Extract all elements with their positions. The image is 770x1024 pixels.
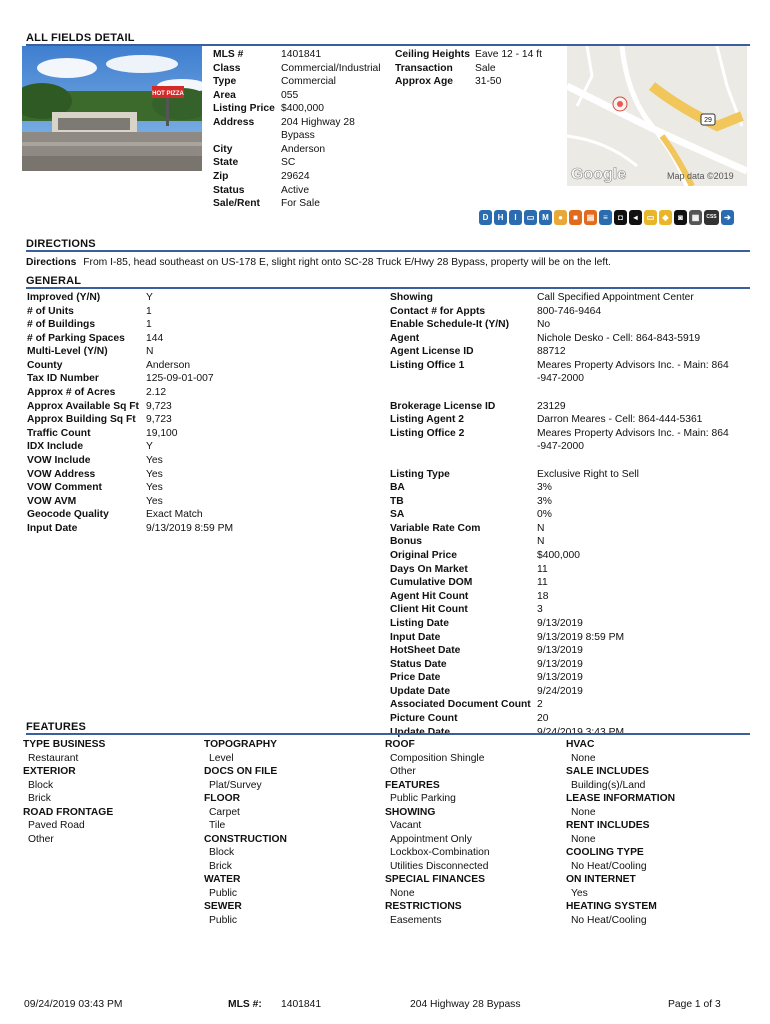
page-title: ALL FIELDS DETAIL	[26, 32, 135, 44]
location-map[interactable]	[567, 46, 747, 186]
field-value: 9/24/2019	[537, 685, 583, 697]
features-column	[204, 738, 384, 927]
field-value: 19,100	[146, 427, 178, 439]
field-label: Approx Available Sq Ft	[27, 400, 139, 412]
field-value: Yes	[146, 482, 163, 494]
feature-heading: ROOF	[385, 739, 415, 750]
field-value: -947-2000	[537, 441, 584, 453]
dots-icon[interactable]: ●	[554, 210, 567, 225]
feature-heading: SPECIAL FINANCES	[385, 874, 485, 885]
field-label: Approx Age	[395, 76, 453, 88]
feature-heading: FEATURES	[385, 779, 440, 791]
field-label: Days On Market	[390, 563, 468, 575]
field-label: Tax ID Number	[27, 373, 99, 385]
field-label: # of Buildings	[27, 319, 96, 331]
field-value: 204 Highway 28	[281, 116, 355, 128]
feature-heading: TYPE BUSINESS	[23, 739, 106, 750]
features-title: FEATURES	[26, 721, 87, 733]
share-icon[interactable]: ➔	[721, 210, 734, 225]
field-value: Darron Meares - Cell: 864-444-5361	[537, 414, 703, 426]
features-column	[385, 738, 565, 927]
field-label: Picture Count	[390, 712, 458, 724]
feature-value: Level	[209, 752, 234, 764]
field-value: Sale	[475, 62, 496, 74]
feature-heading: ROAD FRONTAGE	[23, 806, 114, 818]
feature-value: Block	[209, 847, 235, 858]
field-value: 18	[537, 590, 549, 602]
field-value: SC	[281, 157, 296, 169]
field-label: Transaction	[395, 62, 453, 74]
field-label: Listing Price	[213, 103, 275, 115]
field-value: 9/13/2019	[537, 658, 583, 670]
feature-value: Composition Shingle	[390, 752, 485, 764]
field-value: 20	[537, 712, 549, 724]
feature-heading: TOPOGRAPHY	[204, 739, 278, 750]
field-label: # of Units	[27, 305, 74, 317]
key-icon[interactable]: ◆	[659, 210, 672, 225]
feature-value: Utilities Disconnected	[390, 860, 489, 872]
d-icon[interactable]: D	[479, 210, 492, 225]
footer-datetime: 09/24/2019 03:43 PM	[24, 999, 123, 1010]
field-value: 144	[146, 332, 164, 344]
field-label: Brokerage License ID	[390, 400, 496, 412]
feature-heading: DOCS ON FILE	[204, 766, 278, 777]
feature-value: Block	[28, 779, 54, 791]
footer-page: Page 1 of 3	[668, 999, 721, 1010]
field-value: 3%	[537, 482, 552, 494]
info-icon[interactable]: I	[509, 210, 522, 225]
field-label: Type	[213, 76, 237, 88]
field-label: Cumulative DOM	[390, 577, 473, 589]
sign-text: HOT PIZZA	[152, 91, 184, 97]
feature-heading: RESTRICTIONS	[385, 901, 462, 912]
features-column	[23, 738, 203, 846]
field-label: IDX Include	[27, 441, 84, 453]
feature-value: Lockbox-Combination	[390, 847, 490, 858]
footer-address: 204 Highway 28 Bypass	[410, 999, 521, 1010]
general-title: GENERAL	[26, 275, 82, 287]
gift-icon[interactable]: ■	[569, 210, 582, 225]
field-value: Eave 12 - 14 ft	[475, 49, 542, 60]
field-label: TB	[390, 495, 404, 507]
list-icon[interactable]: ≡	[599, 210, 612, 225]
field-label: MLS #	[213, 49, 244, 60]
feature-value: Appointment Only	[390, 833, 472, 845]
field-label: Class	[213, 62, 241, 74]
property-photo[interactable]	[22, 46, 202, 171]
field-value: N	[537, 536, 545, 548]
field-label: Multi-Level (Y/N)	[27, 346, 108, 358]
feature-value: Easements	[390, 914, 442, 926]
chart-icon[interactable]: ▦	[689, 210, 702, 225]
footer-mls-label: MLS #:	[228, 999, 262, 1010]
field-label: VOW Include	[27, 454, 91, 466]
field-value: N	[146, 346, 154, 358]
field-value: Commercial	[281, 76, 336, 88]
field-label: Geocode Quality	[27, 509, 109, 521]
route-shield: 29	[704, 117, 712, 124]
field-label: Variable Rate Com	[390, 522, 481, 534]
feature-value: No Heat/Cooling	[571, 914, 647, 926]
field-value: Commercial/Industrial	[281, 62, 381, 74]
field-value: 0%	[537, 509, 552, 521]
field-value: Yes	[146, 454, 163, 466]
feature-heading: CONSTRUCTION	[204, 833, 287, 845]
document-icon[interactable]: ▤	[584, 210, 597, 225]
feature-heading: SEWER	[204, 901, 242, 912]
field-value: 9,723	[146, 400, 172, 412]
field-value: 9/13/2019 8:59 PM	[537, 631, 625, 643]
field-label: BA	[390, 482, 405, 494]
field-value: Exact Match	[146, 509, 203, 521]
feature-value: Building(s)/Land	[571, 779, 646, 791]
field-label: Listing Date	[390, 617, 449, 629]
field-value: 11	[537, 563, 548, 575]
field-label: Improved (Y/N)	[27, 292, 101, 303]
feature-value: Brick	[209, 860, 232, 872]
field-value: Y	[146, 292, 153, 303]
field-value: Call Specified Appointment Center	[537, 292, 694, 303]
field-value: 3	[537, 604, 543, 616]
feature-value: Yes	[571, 887, 588, 899]
directions-text: From I-85, head southeast on US-178 E, slight right onto SC-28 Truck E/Hwy 28 Bypass, property will be on the left.	[83, 257, 611, 268]
general-rule	[26, 287, 750, 289]
feature-value: None	[571, 833, 596, 845]
field-label: Listing Agent 2	[390, 414, 464, 426]
css-icon[interactable]: CSS	[704, 210, 719, 225]
field-label: VOW Comment	[27, 482, 102, 494]
field-value: 9/13/2019	[537, 672, 583, 684]
field-value: 29624	[281, 170, 310, 182]
feature-value: No Heat/Cooling	[571, 860, 647, 872]
camera-icon[interactable]: ◘	[614, 210, 627, 225]
features-rule	[26, 733, 750, 735]
field-label: Agent Hit Count	[390, 590, 469, 602]
field-label: City	[213, 143, 233, 155]
field-label: Enable Schedule-It (Y/N)	[390, 319, 510, 331]
field-value: Bypass	[281, 130, 315, 142]
footer-mls-value: 1401841	[281, 999, 322, 1010]
field-value: $400,000	[281, 103, 324, 115]
field-label: Showing	[390, 292, 433, 303]
field-value: N	[537, 522, 545, 534]
feature-heading: LEASE INFORMATION	[566, 793, 676, 804]
field-label: # of Parking Spaces	[27, 332, 125, 344]
feature-value: Other	[390, 766, 416, 777]
feature-value: Other	[28, 833, 54, 845]
field-value: 800-746-9464	[537, 305, 602, 317]
field-label: HotSheet Date	[390, 645, 461, 657]
field-value: 2	[537, 699, 543, 711]
field-label: VOW Address	[27, 468, 96, 480]
field-value: $400,000	[537, 550, 580, 562]
field-label: Contact # for Appts	[390, 305, 486, 317]
feature-value: Carpet	[209, 806, 240, 818]
feature-heading: SALE INCLUDES	[566, 766, 649, 777]
feature-heading: EXTERIOR	[23, 766, 76, 777]
feature-value: Brick	[28, 793, 51, 804]
field-value: 2.12	[146, 387, 167, 399]
feature-heading: RENT INCLUDES	[566, 820, 650, 831]
field-label: Agent License ID	[390, 346, 474, 358]
field-label: Approx Building Sq Ft	[27, 414, 136, 426]
feature-heading: WATER	[204, 874, 241, 885]
field-label: Traffic Count	[27, 427, 91, 439]
field-value: 88712	[537, 346, 566, 358]
field-value: 31-50	[475, 76, 502, 88]
field-value: 9/13/2019 8:59 PM	[146, 522, 234, 534]
feature-heading: FLOOR	[204, 793, 241, 804]
field-label: Agent	[390, 332, 420, 344]
field-value: 3%	[537, 495, 552, 507]
field-label: Bonus	[390, 536, 423, 548]
field-value: Meares Property Advisors Inc. - Main: 864	[537, 359, 729, 371]
field-value: Active	[281, 184, 310, 196]
field-value: Anderson	[146, 359, 191, 371]
feature-value: None	[571, 806, 596, 818]
field-label: Listing Office 1	[390, 359, 465, 371]
field-value: 9/13/2019	[537, 645, 583, 657]
feature-value: Tile	[209, 820, 226, 831]
directions-label: Directions	[26, 257, 77, 268]
field-label: VOW AVM	[27, 495, 77, 507]
google-logo: Google	[571, 166, 627, 183]
field-label: Zip	[213, 170, 229, 182]
field-value: 23129	[537, 400, 566, 412]
map-attribution: Map data ©2019	[667, 171, 734, 181]
field-value: Y	[146, 441, 153, 453]
field-value: 1	[146, 319, 152, 331]
feature-value: Restaurant	[28, 752, 79, 764]
feature-heading: HVAC	[566, 739, 595, 750]
m-icon[interactable]: M	[539, 210, 552, 225]
directions-row	[26, 256, 611, 270]
feature-value: Public	[209, 887, 238, 899]
field-label: Input Date	[390, 631, 441, 643]
feature-value: None	[390, 887, 415, 899]
field-label: Area	[213, 89, 236, 101]
field-label: Input Date	[27, 522, 78, 534]
feature-value: Plat/Survey	[209, 779, 262, 791]
h-icon[interactable]: H	[494, 210, 507, 225]
field-label: Original Price	[390, 550, 457, 562]
field-value: Meares Property Advisors Inc. - Main: 864	[537, 427, 729, 439]
field-value: 9,723	[146, 414, 172, 426]
field-value: 9/13/2019	[537, 617, 583, 629]
directions-rule	[26, 250, 750, 252]
field-label: Approx # of Acres	[27, 387, 116, 399]
field-value: No	[537, 319, 551, 331]
feature-heading: HEATING SYSTEM	[566, 901, 657, 912]
field-label: Status Date	[390, 658, 447, 670]
feature-value: None	[571, 752, 596, 764]
feature-value: Paved Road	[28, 820, 85, 831]
field-label: Price Date	[390, 672, 441, 684]
feature-heading: SHOWING	[385, 806, 436, 818]
field-label: Address	[213, 116, 255, 128]
field-value: Exclusive Right to Sell	[537, 468, 639, 480]
field-value: Yes	[146, 468, 163, 480]
feature-heading: ON INTERNET	[566, 874, 636, 885]
field-label: SA	[390, 509, 405, 521]
field-label: Ceiling Heights	[395, 49, 470, 60]
chat-icon[interactable]: ◙	[674, 210, 687, 225]
field-label: Sale/Rent	[213, 198, 260, 210]
field-label: Listing Office 2	[390, 427, 465, 439]
field-value: 11	[537, 577, 548, 589]
directions-title: DIRECTIONS	[26, 238, 96, 250]
field-label: Associated Document Count	[390, 699, 531, 711]
field-value: 125-09-01-007	[146, 373, 214, 385]
field-value: -947-2000	[537, 373, 584, 385]
field-value: For Sale	[281, 198, 320, 210]
feature-heading: COOLING TYPE	[566, 847, 644, 858]
features-column	[566, 738, 746, 927]
field-label: State	[213, 157, 239, 169]
field-label: Listing Type	[390, 468, 450, 480]
field-label: County	[27, 359, 63, 371]
field-value: Anderson	[281, 143, 326, 155]
feature-value: Public	[209, 914, 238, 926]
field-value: 1	[146, 305, 152, 317]
feature-value: Public Parking	[390, 793, 456, 804]
feature-value: Vacant	[390, 820, 422, 831]
note-icon[interactable]: ▭	[644, 210, 657, 225]
action-icon-bar	[479, 210, 734, 225]
tag-icon[interactable]: ◂	[629, 210, 642, 225]
car-icon[interactable]: ▭	[524, 210, 537, 225]
field-label: Status	[213, 184, 245, 196]
field-label: Update Date	[390, 685, 451, 697]
field-value: Yes	[146, 495, 163, 507]
field-value: 1401841	[281, 49, 322, 60]
field-value: Nichole Desko - Cell: 864-843-5919	[537, 332, 701, 344]
field-label: Client Hit Count	[390, 604, 468, 616]
field-value: 055	[281, 89, 299, 101]
